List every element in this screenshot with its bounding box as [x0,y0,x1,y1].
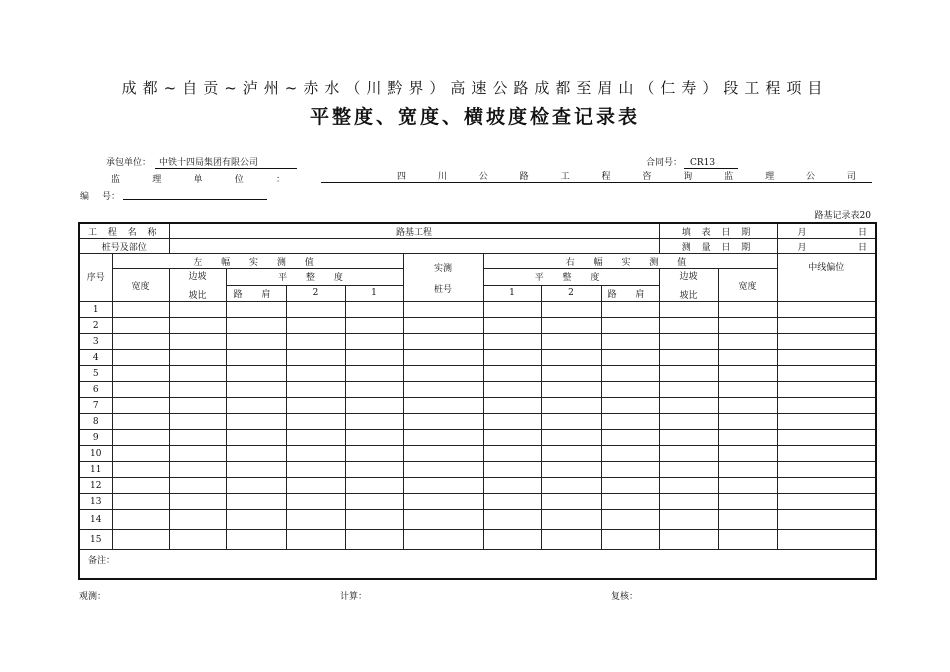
inspection-table [78,222,877,580]
data-cell[interactable] [112,530,169,550]
measured-bottom: 桩号 [433,284,452,295]
data-cell[interactable] [483,510,541,530]
data-cell[interactable] [169,510,226,530]
data-cell[interactable] [483,430,541,446]
data-cell[interactable] [601,382,659,398]
data-cell[interactable] [286,494,345,510]
data-cell[interactable] [718,398,777,414]
supervisor-label-char: ： [275,175,285,185]
serial-label-char: 编 [80,192,90,202]
data-cell[interactable] [403,414,483,430]
data-cell[interactable] [659,350,718,366]
data-cell[interactable] [777,478,876,494]
data-cell[interactable] [112,318,169,334]
data-cell[interactable] [541,334,601,350]
left-shoulder-header: 路 肩 [226,285,286,302]
row-number: 6 [79,382,112,398]
data-cell[interactable] [403,350,483,366]
slope-bottom: 坡比 [188,291,207,301]
data-cell[interactable] [112,462,169,478]
data-cell[interactable] [286,446,345,462]
data-cell[interactable] [169,366,226,382]
fill-date-value[interactable] [777,223,876,239]
supervisor-label-char: 位 [234,175,244,185]
data-cell[interactable] [541,302,601,318]
data-cell[interactable] [483,462,541,478]
supervisor-value-char: 四 [396,172,406,182]
row-number: 11 [79,462,112,478]
supervisor-value-char: 咨 [642,172,652,182]
data-cell[interactable] [483,478,541,494]
row-number: 9 [79,430,112,446]
station-label: 桩号及部位 [79,239,169,254]
data-cell[interactable] [112,334,169,350]
table-row [79,510,876,530]
data-cell[interactable] [345,414,403,430]
data-cell[interactable] [112,478,169,494]
data-cell[interactable] [718,302,777,318]
data-cell[interactable] [403,398,483,414]
station-value[interactable] [169,239,659,254]
row-number: 5 [79,366,112,382]
table-row [79,350,876,366]
data-cell[interactable] [777,414,876,430]
data-cell[interactable] [659,446,718,462]
row-number: 1 [79,302,112,318]
supervisor-value-char: 川 [437,172,447,182]
data-cell[interactable] [403,530,483,550]
data-cell[interactable] [169,478,226,494]
form-title: 平整度、宽度、横坡度检查记录表 [309,106,640,128]
data-cell[interactable] [403,510,483,530]
data-cell[interactable] [403,318,483,334]
data-cell[interactable] [286,478,345,494]
data-cell[interactable] [601,510,659,530]
table-row [79,430,876,446]
data-cell[interactable] [483,530,541,550]
data-cell[interactable] [345,478,403,494]
data-cell[interactable] [286,414,345,430]
data-cell[interactable] [169,398,226,414]
data-cell[interactable] [541,530,601,550]
data-cell[interactable] [169,302,226,318]
data-cell[interactable] [777,382,876,398]
data-cell[interactable] [112,510,169,530]
data-cell[interactable] [112,398,169,414]
data-cell[interactable] [541,318,601,334]
data-cell[interactable] [112,302,169,318]
data-cell[interactable] [403,334,483,350]
data-cell[interactable] [345,446,403,462]
data-cell[interactable] [601,462,659,478]
data-cell[interactable] [345,430,403,446]
serial-number-input[interactable] [123,189,267,200]
right-slope-header [659,269,718,302]
right-col-2-header: 2 [541,285,601,302]
data-cell[interactable] [541,462,601,478]
data-cell[interactable] [226,334,286,350]
data-cell[interactable] [718,430,777,446]
data-cell[interactable] [718,382,777,398]
data-cell[interactable] [777,366,876,382]
data-cell[interactable] [403,382,483,398]
data-cell[interactable] [601,318,659,334]
data-rows [79,302,876,550]
data-cell[interactable] [226,494,286,510]
supervisor-value-char: 理 [765,172,775,182]
data-cell[interactable] [718,478,777,494]
measured-top: 实测 [433,263,452,274]
data-cell[interactable] [601,478,659,494]
data-cell[interactable] [718,510,777,530]
date-month: 月 [797,243,807,253]
data-cell[interactable] [403,302,483,318]
data-cell[interactable] [777,318,876,334]
contractor-field [106,155,297,169]
data-cell[interactable] [345,494,403,510]
slope-top: 边坡 [679,272,698,282]
data-cell[interactable] [286,382,345,398]
data-cell[interactable] [601,446,659,462]
fill-date-label: 填 表 日 期 [659,223,777,239]
data-cell[interactable] [345,334,403,350]
data-cell[interactable] [659,430,718,446]
data-cell[interactable] [345,318,403,334]
data-cell[interactable] [483,366,541,382]
data-cell[interactable] [777,350,876,366]
left-flatness-header: 平 整 度 [226,269,403,286]
data-cell[interactable] [112,382,169,398]
data-cell[interactable] [403,462,483,478]
supervisor-value-char: 公 [806,172,816,182]
row-number: 4 [79,350,112,366]
table-row [79,462,876,478]
data-cell[interactable] [541,414,601,430]
data-cell[interactable] [226,398,286,414]
data-cell[interactable] [483,494,541,510]
data-cell[interactable] [601,302,659,318]
data-cell[interactable] [169,334,226,350]
data-cell[interactable] [601,414,659,430]
data-cell[interactable] [483,302,541,318]
data-cell[interactable] [226,382,286,398]
row-number: 12 [79,478,112,494]
data-cell[interactable] [169,414,226,430]
data-cell[interactable] [226,350,286,366]
table-row [79,334,876,350]
data-cell[interactable] [112,350,169,366]
project-title: 成都~自贡~泸州~赤水（川黔界）高速公路成都至眉山（仁寿）段工程项目 [121,79,829,97]
contract-value: CR13 [684,158,738,169]
left-slope-header [169,269,226,302]
data-cell[interactable] [659,382,718,398]
contract-number-field [646,155,738,169]
supervisor-value-char: 监 [724,172,734,182]
data-cell[interactable] [718,366,777,382]
row-number: 14 [79,510,112,530]
supervisor-value-char: 程 [601,172,611,182]
data-cell[interactable] [541,382,601,398]
group-header-row [79,254,876,269]
data-cell[interactable] [286,510,345,530]
data-cell[interactable] [226,446,286,462]
table-row [79,414,876,430]
data-cell[interactable] [659,530,718,550]
row-number: 3 [79,334,112,350]
row-number: 10 [79,446,112,462]
data-cell[interactable] [718,318,777,334]
row-number: 8 [79,414,112,430]
table-row [79,494,876,510]
data-cell[interactable] [659,398,718,414]
row-number: 7 [79,398,112,414]
data-cell[interactable] [403,430,483,446]
data-cell[interactable] [659,510,718,530]
data-cell[interactable] [601,350,659,366]
data-cell[interactable] [226,478,286,494]
remarks-row [79,550,876,580]
table-row [79,446,876,462]
data-cell[interactable] [403,494,483,510]
data-cell[interactable] [659,318,718,334]
data-cell[interactable] [345,398,403,414]
contract-label: 合同号： [646,158,683,168]
project-name-row [79,223,876,239]
date-day: 日 [858,243,868,253]
data-cell[interactable] [286,366,345,382]
data-cell[interactable] [718,334,777,350]
data-cell[interactable] [777,446,876,462]
reviewer-label: 复核： [611,592,639,602]
left-col-1-header: 1 [345,285,403,302]
data-cell[interactable] [483,350,541,366]
data-cell[interactable] [286,350,345,366]
data-cell[interactable] [601,430,659,446]
data-cell[interactable] [601,334,659,350]
date-month: 月 [797,228,807,238]
data-cell[interactable] [483,318,541,334]
form-code: 路基记录表20 [814,211,871,221]
seq-header: 序号 [79,254,112,302]
table-row [79,382,876,398]
data-cell[interactable] [345,302,403,318]
data-cell[interactable] [659,334,718,350]
data-cell[interactable] [659,366,718,382]
data-cell[interactable] [601,366,659,382]
data-cell[interactable] [286,334,345,350]
table-row [79,302,876,318]
data-cell[interactable] [226,366,286,382]
data-cell[interactable] [169,430,226,446]
data-cell[interactable] [345,382,403,398]
supervisor-value-char: 司 [846,172,856,182]
data-cell[interactable] [112,366,169,382]
data-cell[interactable] [541,478,601,494]
data-cell[interactable] [345,530,403,550]
remarks-field[interactable]: 备注： [79,550,876,580]
data-cell[interactable] [541,398,601,414]
left-width-header: 宽度 [112,269,169,302]
serial-label-char: 号： [101,192,120,202]
data-cell[interactable] [777,530,876,550]
data-cell[interactable] [777,302,876,318]
data-cell[interactable] [659,494,718,510]
data-cell[interactable] [345,510,403,530]
data-cell[interactable] [777,334,876,350]
supervisor-value [321,172,872,183]
data-cell[interactable] [541,510,601,530]
data-cell[interactable] [169,530,226,550]
data-cell[interactable] [777,462,876,478]
row-number: 13 [79,494,112,510]
left-col-2-header: 2 [286,285,345,302]
data-cell[interactable] [112,494,169,510]
data-cell[interactable] [345,462,403,478]
contractor-label: 承包单位： [106,158,152,168]
data-cell[interactable] [286,302,345,318]
data-cell[interactable] [541,350,601,366]
data-cell[interactable] [777,510,876,530]
data-cell[interactable] [169,446,226,462]
table-row [79,478,876,494]
data-cell[interactable] [226,430,286,446]
data-cell[interactable] [483,398,541,414]
data-cell[interactable] [718,414,777,430]
data-cell[interactable] [541,366,601,382]
data-cell[interactable] [541,446,601,462]
data-cell[interactable] [169,494,226,510]
calculator-label: 计算： [340,592,368,602]
left-group-header: 左 幅 实 测 值 [112,254,403,269]
data-cell[interactable] [718,350,777,366]
data-cell[interactable] [169,382,226,398]
data-cell[interactable] [112,414,169,430]
measure-date-value[interactable] [777,239,876,254]
data-cell[interactable] [483,382,541,398]
data-cell[interactable] [659,414,718,430]
data-cell[interactable] [226,530,286,550]
data-cell[interactable] [483,446,541,462]
supervisor-label-char: 单 [193,175,203,185]
supervisor-value-char: 工 [560,172,570,182]
data-cell[interactable] [601,530,659,550]
data-cell[interactable] [659,302,718,318]
data-cell[interactable] [659,462,718,478]
data-cell[interactable] [226,318,286,334]
data-cell[interactable] [403,478,483,494]
data-cell[interactable] [286,398,345,414]
supervisor-label-char: 理 [152,175,162,185]
project-name-label: 工 程 名 称 [79,223,169,239]
supervisor-label-char: 监 [111,175,121,185]
data-cell[interactable] [403,366,483,382]
data-cell[interactable] [601,494,659,510]
data-cell[interactable] [483,414,541,430]
table-row [79,318,876,334]
row-number: 2 [79,318,112,334]
data-cell[interactable] [718,494,777,510]
right-flatness-header: 平 整 度 [483,269,659,286]
observer-label: 观测： [79,592,107,602]
data-cell[interactable] [601,398,659,414]
date-day: 日 [858,228,868,238]
data-cell[interactable] [659,478,718,494]
data-cell[interactable] [286,530,345,550]
data-cell[interactable] [286,430,345,446]
slope-top: 边坡 [188,272,207,282]
right-col-1-header: 1 [483,285,541,302]
measured-station-header [403,254,483,302]
data-cell[interactable] [226,510,286,530]
data-cell[interactable] [286,462,345,478]
right-shoulder-header: 路 肩 [601,285,659,302]
data-cell[interactable] [777,430,876,446]
data-cell[interactable] [483,334,541,350]
centerline-header: 中线偏位 [777,254,876,302]
data-cell[interactable] [718,446,777,462]
data-cell[interactable] [169,462,226,478]
data-cell[interactable] [112,446,169,462]
data-cell[interactable] [718,530,777,550]
data-cell[interactable] [226,414,286,430]
station-row [79,239,876,254]
data-cell[interactable] [777,494,876,510]
supervisor-value-char: 路 [519,172,529,182]
table-row [79,398,876,414]
data-cell[interactable] [226,462,286,478]
data-cell[interactable] [403,446,483,462]
data-cell[interactable] [541,430,601,446]
right-width-header: 宽度 [718,269,777,302]
data-cell[interactable] [345,366,403,382]
row-number: 15 [79,530,112,550]
data-cell[interactable] [226,302,286,318]
data-cell[interactable] [112,430,169,446]
supervisor-value-char: 公 [478,172,488,182]
project-name-value[interactable]: 路基工程 [169,223,659,239]
supervisor-label [111,172,285,185]
data-cell[interactable] [286,318,345,334]
contractor-value: 中铁十四局集团有限公司 [155,158,297,169]
data-cell[interactable] [345,350,403,366]
data-cell[interactable] [169,318,226,334]
data-cell[interactable] [718,462,777,478]
right-group-header: 右 幅 实 测 值 [483,254,777,269]
data-cell[interactable] [169,350,226,366]
table-row [79,366,876,382]
measure-date-label: 测 量 日 期 [659,239,777,254]
table-row [79,530,876,550]
serial-number-label [80,189,120,202]
data-cell[interactable] [777,398,876,414]
slope-bottom: 坡比 [679,291,698,301]
data-cell[interactable] [541,494,601,510]
supervisor-value-char: 询 [683,172,693,182]
